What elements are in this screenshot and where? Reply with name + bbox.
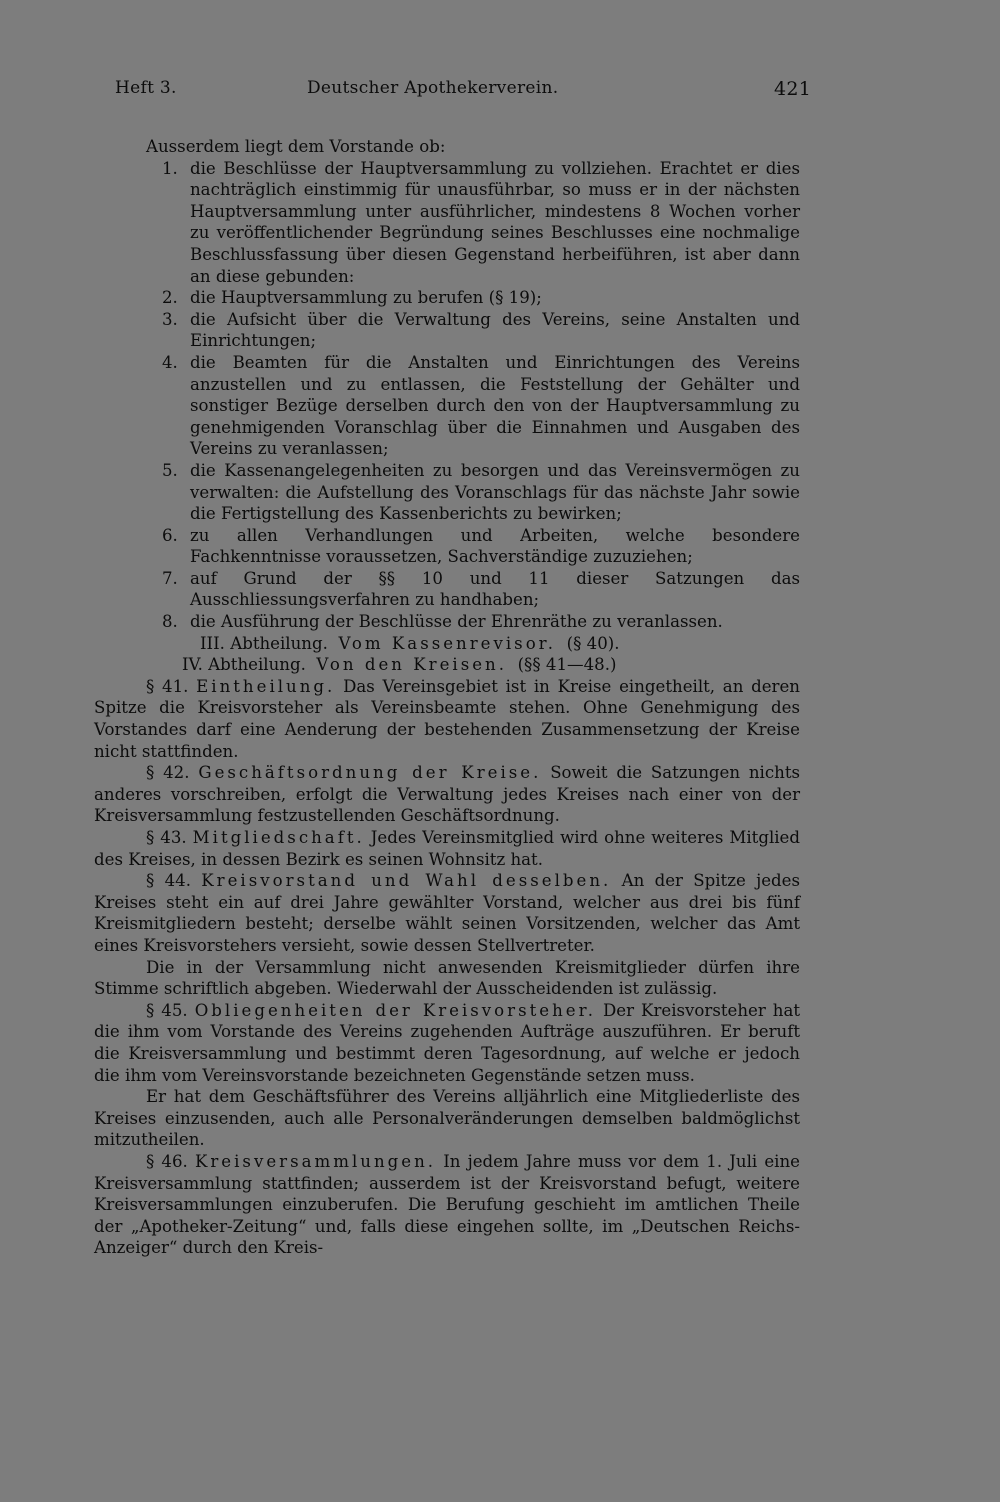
list-item xyxy=(94,352,800,460)
list-item xyxy=(94,460,800,525)
paragraph-heading: Geschäftsordnung der Kreise. xyxy=(198,763,542,783)
paragraph-44-continued xyxy=(94,957,800,1000)
list-item-number: 6. xyxy=(162,525,178,545)
list-item xyxy=(94,611,800,633)
paragraph-43 xyxy=(94,827,800,870)
paragraph-text: Soweit die Satzungen nichts anderes vorschreiben, erfolgt die Verwaltung jedes Kreises nach einer von der Kreisversammlung festzustellenden Geschäftsordnung. xyxy=(94,763,801,826)
section-heading-kreise xyxy=(94,654,800,676)
paragraph-45-continued xyxy=(94,1086,800,1151)
section-number: § 44. xyxy=(146,871,191,891)
list-item xyxy=(94,158,800,288)
section-number: § 43. xyxy=(146,828,187,847)
intro-line: Ausserdem liegt dem Vorstande ob: xyxy=(146,137,446,156)
running-title: Deutscher Apothekerverein. xyxy=(307,78,559,98)
section-prefix: III. Abtheilung. xyxy=(200,633,328,653)
duties-list xyxy=(94,158,800,633)
list-item-text: die Beamten für die Anstalten und Einrichtungen des Vereins anzustellen und zu entlassen, die Feststellung der Gehälter und sonstiger Bezüge derselben durch den von der Hauptversammlung zu genehmigenden Voranschlag über die Einnahmen und Ausgaben des Vereins zu veranlassen; xyxy=(190,352,800,459)
paragraph-text: In jedem Jahre muss vor dem 1. Juli eine Kreisversammlung stattfinden; ausserdem ist der Kreisvorstand befugt, weitere Kreisversammlungen einzuberufen. Die Berufung geschieht im amtlichen Theile der „Apotheker-Zeitung“ und, falls diese eingehen sollte, im „Deutschen Reichs-Anzeiger“ durch den Kreis- xyxy=(94,1151,800,1258)
paragraph-heading: Eintheilung. xyxy=(196,676,336,696)
list-item-text: die Hauptversammlung zu berufen (§ 19); xyxy=(190,288,542,308)
paragraph-text: Er hat dem Geschäftsführer des Vereins alljährlich eine Mitgliederliste des Kreises einzusenden, auch alle Personalveränderungen demselben baldmöglichst mitzutheilen. xyxy=(94,1087,800,1150)
paragraph-42 xyxy=(94,762,800,827)
section-ref: (§ 40). xyxy=(566,633,620,653)
paragraph-heading: Kreisvorstand und Wahl desselben. xyxy=(201,871,612,891)
list-item-text: die Kassenangelegenheiten zu besorgen und das Vereinsvermögen zu verwalten: die Aufstellung des Voranschlags für das nächste Jahr sowie die Fertigstellung des Kassenberichts zu bewirken; xyxy=(190,460,800,524)
paragraph-45 xyxy=(94,1000,800,1086)
section-number: § 42. xyxy=(146,763,190,783)
paragraph-text: Jedes Vereinsmitglied wird ohne weiteres Mitglied des Kreises, in dessen Bezirk es seinen Wohnsitz hat. xyxy=(94,828,800,869)
list-item-number: 3. xyxy=(162,309,178,329)
page-header xyxy=(0,78,1000,102)
list-item xyxy=(94,568,800,611)
section-prefix: IV. Abtheilung. xyxy=(182,655,306,675)
list-item-text: auf Grund der §§ 10 und 11 dieser Satzungen das Ausschliessungsverfahren zu handhaben; xyxy=(190,568,800,610)
paragraph-heading: Obliegenheiten der Kreisvorsteher. xyxy=(194,1000,596,1020)
section-number: § 41. xyxy=(146,676,189,696)
list-item-text: zu allen Verhandlungen und Arbeiten, welche besondere Fachkenntnisse voraussetzen, Sachverständige zuzuziehen; xyxy=(190,525,800,567)
page-body xyxy=(94,136,800,1259)
list-item xyxy=(94,525,800,568)
issue-label: Heft 3. xyxy=(115,78,177,98)
section-title: Vom Kassenrevisor. xyxy=(338,633,557,653)
paragraph-text: Die in der Versammlung nicht anwesenden Kreismitglieder dürfen ihre Stimme schriftlich abgeben. Wiederwahl der Ausscheidenden ist zulässig. xyxy=(94,957,800,999)
section-heading-kassenrevisor xyxy=(94,633,800,655)
list-item-text: die Ausführung der Beschlüsse der Ehrenräthe zu veranlassen. xyxy=(190,612,723,632)
paragraph-41 xyxy=(94,676,800,762)
list-item xyxy=(94,309,800,352)
paragraph-text: An der Spitze jedes Kreises steht ein auf drei Jahre gewählter Vorstand, welcher aus drei bis fünf Kreismitgliedern besteht; derselbe wählt seinen Vorsitzenden, welcher das Amt eines Kreisvorstehers versieht, sowie dessen Stellvertreter. xyxy=(94,871,800,955)
list-item-number: 5. xyxy=(162,460,178,480)
section-number: § 45. xyxy=(146,1000,188,1020)
paragraph-heading: Kreisversammlungen. xyxy=(194,1151,437,1171)
paragraph-text: Das Vereinsgebiet ist in Kreise eingetheilt, an deren Spitze die Kreisvorsteher als Vereinsbeamte stehen. Ohne Genehmigung des Vorstandes darf eine Aenderung der bestehenden Zusammensetzung der Kreise nicht stattfinden. xyxy=(94,676,800,761)
paragraph-44 xyxy=(94,870,800,956)
section-ref: (§§ 41—48.) xyxy=(517,655,617,675)
paragraph-text: Der Kreisvorsteher hat die ihm vom Vorstande des Vereins zugehenden Aufträge auszuführen. Er beruft die Kreisversammlung und bestimmt deren Tagesordnung, auf welche er jedoch die ihm vom Vereinsvorstande bezeichneten Gegenstände setzen muss. xyxy=(94,1000,800,1085)
paragraph-heading: Mitgliedschaft. xyxy=(192,828,365,847)
list-item xyxy=(94,287,800,309)
section-number: § 46. xyxy=(146,1151,188,1171)
section-title: Von den Kreisen. xyxy=(316,655,507,675)
list-item-number: 2. xyxy=(162,288,178,308)
list-item-number: 7. xyxy=(162,568,178,588)
list-item-text: die Aufsicht über die Verwaltung des Vereins, seine Anstalten und Einrichtungen; xyxy=(190,309,800,351)
list-item-text: die Beschlüsse der Hauptversammlung zu vollziehen. Erachtet er dies nachträglich einstimmig für unausführbar, so muss er in der nächsten Hauptversammlung unter ausführlicher, mindestens 8 Wochen vorher zu veröffentlichender Begründung seines Beschlusses eine nochmalige Beschlussfassung über diesen Gegenstand herbeiführen, ist aber dann an diese gebunden: xyxy=(190,158,800,286)
list-item-number: 4. xyxy=(162,352,178,372)
list-item-number: 8. xyxy=(162,612,178,632)
list-item-number: 1. xyxy=(162,158,178,178)
page-number: 421 xyxy=(774,78,812,100)
paragraph-46 xyxy=(94,1151,800,1259)
